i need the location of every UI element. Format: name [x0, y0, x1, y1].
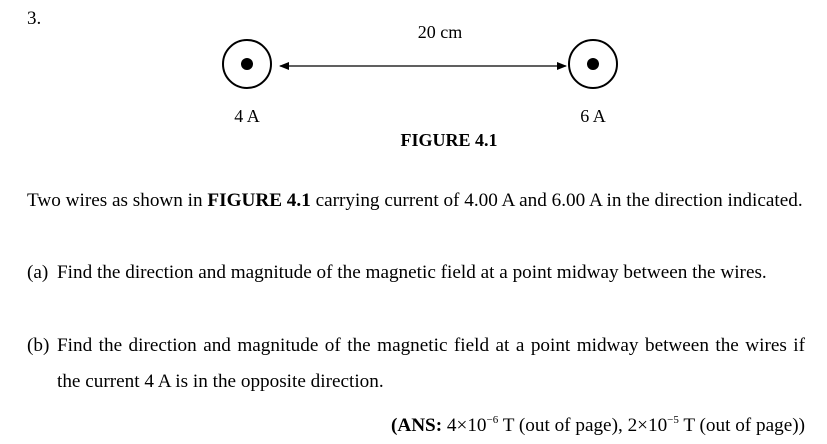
part-a — [27, 255, 805, 291]
wire-left — [223, 40, 271, 88]
wire-right-current-label: 6 A — [580, 106, 606, 126]
part-b — [27, 328, 805, 400]
wire-left-dot-icon — [241, 58, 253, 70]
intro-text-after: carrying current of 4.00 A and 6.00 A in the direction indicated. — [310, 190, 803, 211]
figure-caption: FIGURE 4.1 — [400, 130, 498, 150]
answer-value-1-exponent: −6 — [486, 414, 499, 426]
answer-value-2-base: 2×10 — [627, 415, 668, 436]
wire-right — [569, 40, 617, 88]
problem-statement — [27, 183, 805, 219]
part-a-text: Find the direction and magnitude of the magnetic field at a point midway between the wires. — [57, 262, 767, 283]
answer-value-1-base: 4×10 — [442, 415, 487, 436]
part-b-text: Find the direction and magnitude of the magnetic field at a point midway between the wires if the current 4 A is in the opposite direction. — [57, 335, 805, 392]
wire-left-current-label: 4 A — [234, 106, 260, 126]
figure-4-1 — [0, 0, 827, 160]
answer-value-2-unit: T (out of page)) — [678, 415, 805, 436]
answer-value-2-exponent: −5 — [667, 414, 679, 426]
wire-right-dot-icon — [587, 58, 599, 70]
intro-text-before: Two wires as shown in — [27, 190, 208, 211]
question-number: 3. — [27, 8, 42, 29]
answer-value-1-unit: T (out of page), — [498, 415, 628, 436]
part-a-tag: (a) — [27, 262, 49, 283]
distance-label: 20 cm — [417, 22, 463, 42]
answer-label: (ANS: — [390, 415, 443, 436]
figure-reference: FIGURE 4.1 — [207, 190, 311, 211]
part-b-tag: (b) — [27, 335, 50, 356]
answer-line — [391, 402, 805, 444]
